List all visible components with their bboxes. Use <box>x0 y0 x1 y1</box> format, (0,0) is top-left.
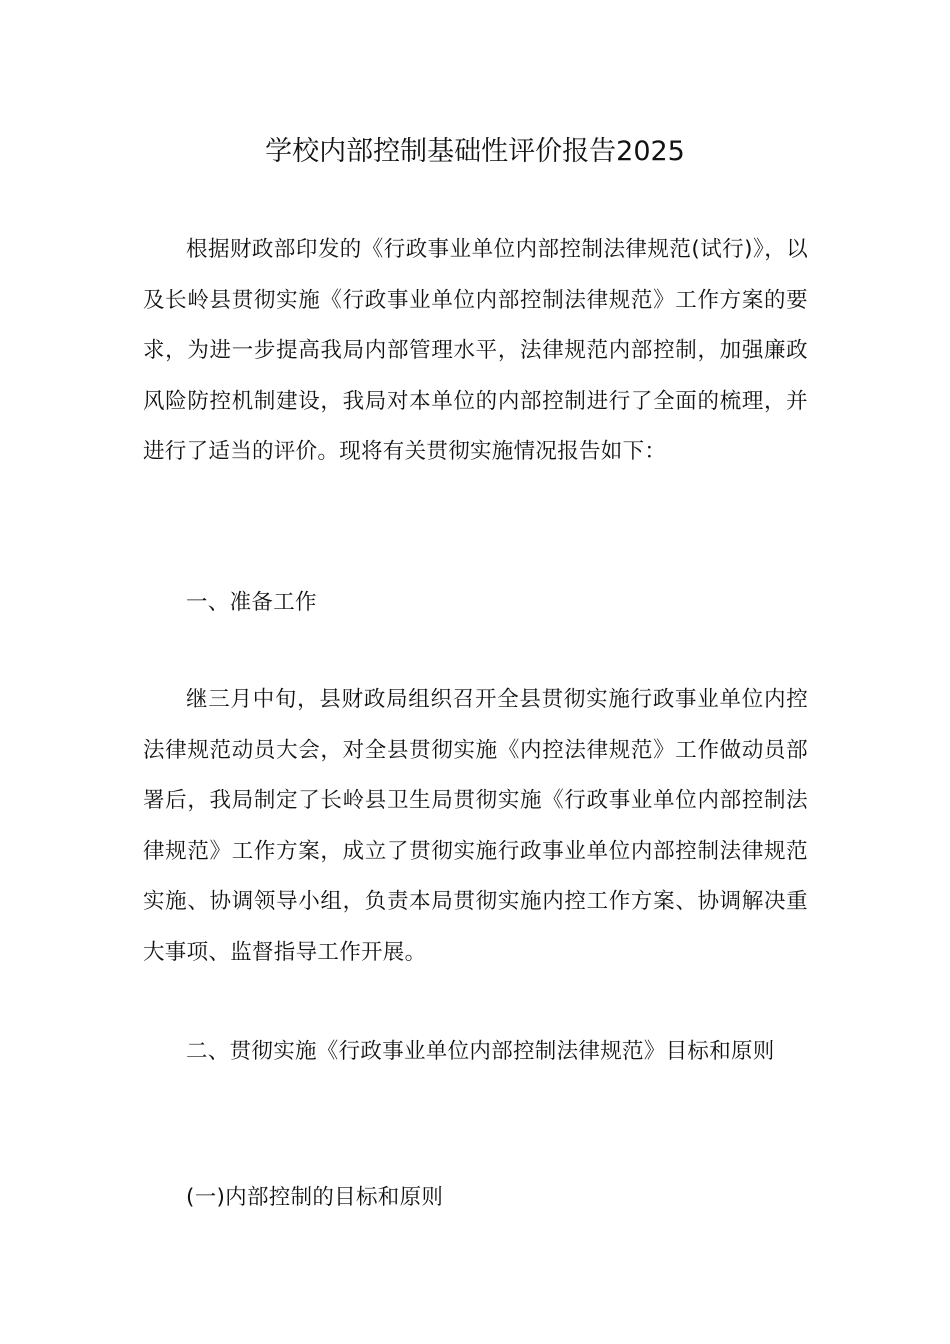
section-heading-preparation: 一、准备工作 <box>186 590 317 615</box>
subsection-heading-goals-principles: (一)内部控制的目标和原则 <box>186 1185 444 1210</box>
preparation-paragraph: 继三月中旬，县财政局组织召开全县贯彻实施行政事业单位内控法律规范动员大会，对全县贯彻实施《内控法律规范》工作做动员部署后，我局制定了长岭县卫生局贯彻实施《行政事业单位内部控制法律规范》工作方案，成立了贯彻实施行政事业单位内部控制法律规范实施、协调领导小组，负责本局贯彻实施内控工作方案、协调解决重大事项、监督指导工作开展。 <box>143 687 808 965</box>
document-title: 学校内部控制基础性评价报告2025 <box>265 136 685 167</box>
intro-paragraph: 根据财政部印发的《行政事业单位内部控制法律规范(试行)》，以及长岭县贯彻实施《行政事业单位内部控制法律规范》工作方案的要求，为进一步提高我局内部管理水平，法律规范内部控制，加强廉政风险防控机制建设，我局对本单位的内部控制进行了全面的梳理，并进行了适当的评价。现将有关贯彻实施情况报告如下： <box>143 237 808 464</box>
section-heading-goals: 二、贯彻实施《行政事业单位内部控制法律规范》目标和原则 <box>186 1039 775 1064</box>
